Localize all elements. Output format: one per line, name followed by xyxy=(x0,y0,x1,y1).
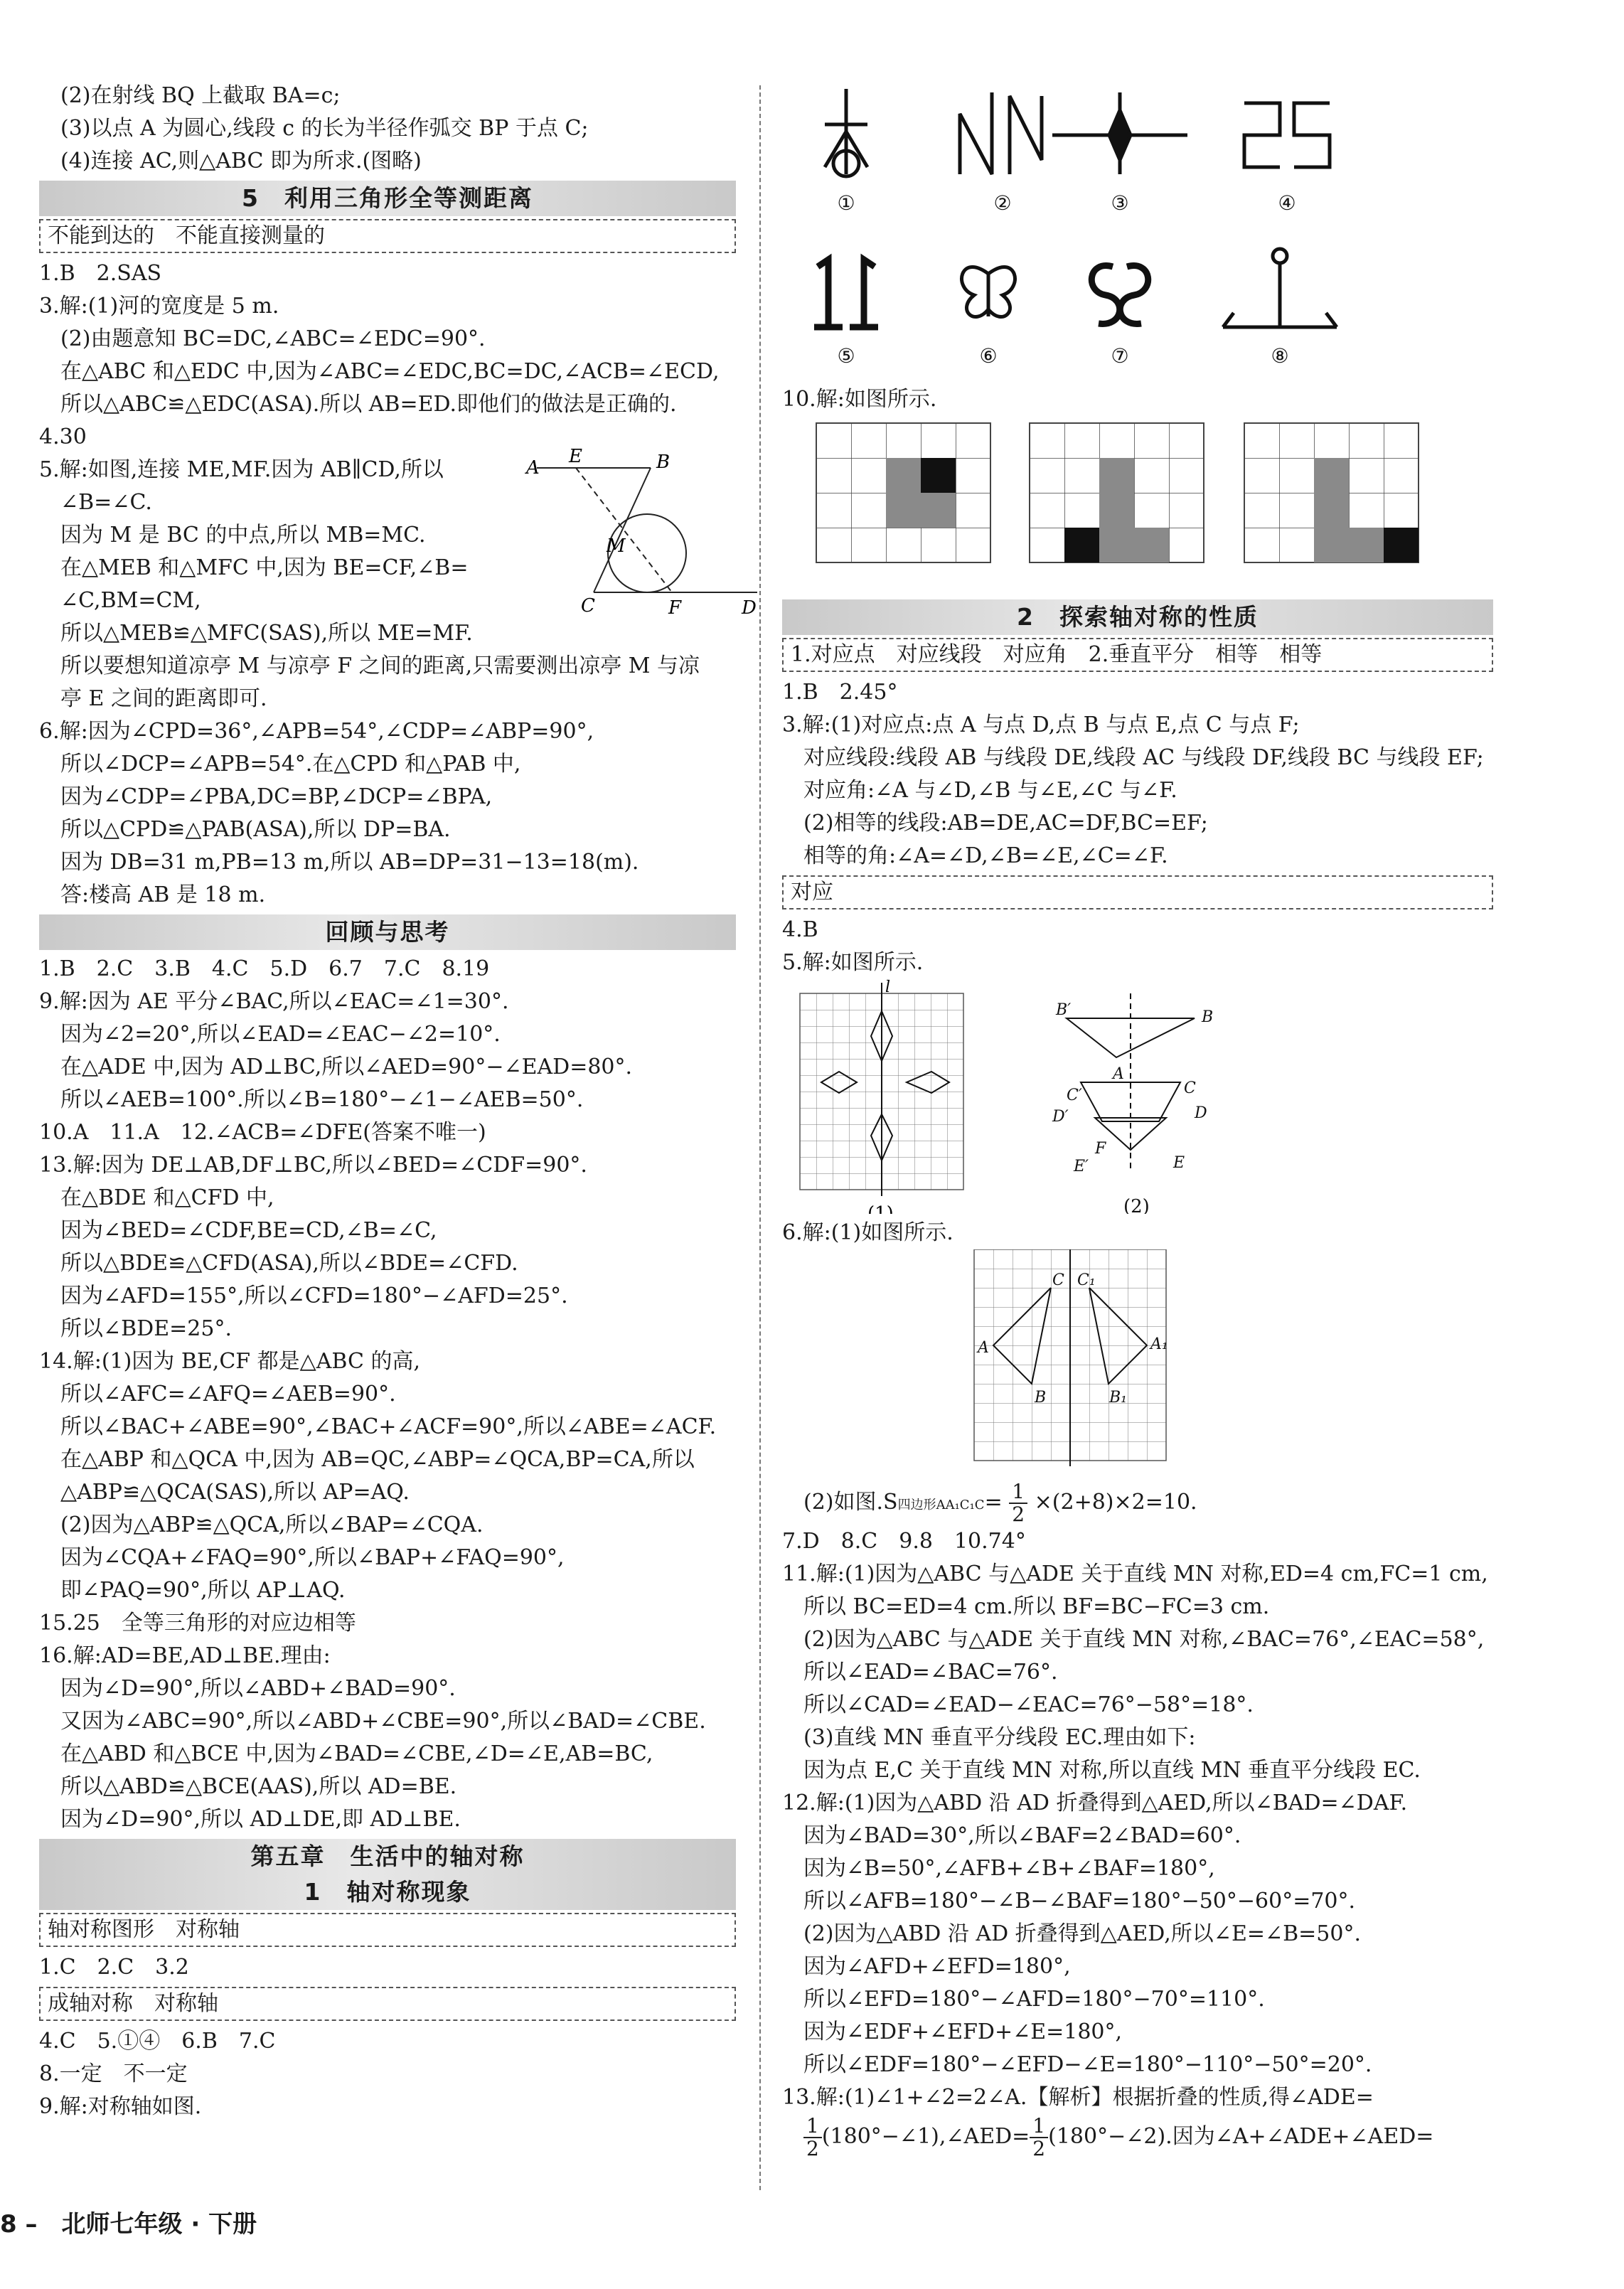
answer-line: 3.解:(1)对应点:点 A 与点 D,点 B 与点 E,点 C 与点 F; xyxy=(782,713,1300,737)
fraction xyxy=(803,2115,822,2160)
svg-text:B: B xyxy=(656,452,671,473)
svg-text:A: A xyxy=(978,1339,989,1357)
svg-text:l: l xyxy=(885,979,891,996)
text-line: (2)在射线 BQ 上截取 BA=c; xyxy=(60,83,341,108)
text-line: (3)以点 A 为圆心,线段 c 的长为半径作弧交 BP 于点 C; xyxy=(60,116,589,141)
q5-block xyxy=(39,447,757,617)
answer-line: 14.解:(1)因为 BE,CF 都是△ABC 的高, xyxy=(39,1349,421,1374)
svg-text:E′: E′ xyxy=(1074,1158,1089,1175)
answer-line: 因为∠B=50°,∠AFB+∠B+∠BAF=180°, xyxy=(803,1856,1215,1881)
svg-text:C′: C′ xyxy=(1067,1087,1082,1104)
answer-line: 6.解:(1)如图所示. xyxy=(782,1220,953,1245)
text-line: (4)连接 AC,则△ABC 即为所求.(图略) xyxy=(60,149,422,174)
answer-line: 10.解:如图所示. xyxy=(782,387,937,412)
section-heading: 回顾与思考 xyxy=(39,914,736,950)
answer-line xyxy=(782,1480,1493,1525)
answer-line: 8.一定 不一定 xyxy=(39,2061,188,2086)
answer-line: 因为∠CDP=∠PBA,DC=BP,∠DCP=∠BPA, xyxy=(60,784,493,809)
answer-line: 因为∠EDF+∠EFD+∠E=180°, xyxy=(803,2019,1123,2044)
answer-line: 所以∠BDE=25°. xyxy=(60,1316,232,1341)
answer-line: 13.解:(1)∠1+∠2=2∠A.【解析】根据折叠的性质,得∠ADE= xyxy=(782,2085,1374,2110)
fig-label: ② xyxy=(993,191,1012,215)
svg-text:F: F xyxy=(1095,1140,1106,1158)
svg-text:C₁: C₁ xyxy=(1077,1271,1096,1289)
denominator: 2 xyxy=(1032,2137,1046,2160)
column-divider xyxy=(759,85,761,2190)
fig-label: ⑤ xyxy=(837,344,855,368)
svg-text:A₁: A₁ xyxy=(1150,1335,1168,1353)
answer-line: 9.解:对称轴如图. xyxy=(39,2094,202,2119)
answer-line: 7.D 8.C 9.8 10.74° xyxy=(782,1529,1026,1554)
answer-line: 12.解:(1)因为△ABD 沿 AD 折叠得到△AED,所以∠BAD=∠DAF. xyxy=(782,1791,1408,1815)
svg-text:A: A xyxy=(526,457,540,479)
answer-line: (3)直线 MN 垂直平分线段 EC.理由如下: xyxy=(803,1725,1196,1750)
answer-line: 所以 BC=ED=4 cm.所以 BF=BC−FC=3 cm. xyxy=(803,1594,1270,1619)
answer-line: 在△ABP 和△QCA 中,因为 AB=QC,∠ABP=∠QCA,BP=CA,所以 xyxy=(60,1447,695,1472)
formula-subscript: 四边形AA₁C₁C xyxy=(897,1498,985,1512)
answer-line: 1.C 2.C 3.2 xyxy=(39,1955,189,1980)
answer-line: 所以∠CAD=∠EAD−∠EAC=76°−58°=18°. xyxy=(803,1692,1254,1717)
answer-line: 4.B xyxy=(782,917,818,942)
formula-prefix: (2)如图.S xyxy=(803,1490,898,1515)
answer-line: 所以∠DCP=∠APB=54°.在△CPD 和△PAB 中, xyxy=(60,752,521,777)
answer-line: 所以∠AFC=∠AFQ=∠AEB=90°. xyxy=(60,1382,396,1407)
section-heading: 5 利用三角形全等测距离 xyxy=(39,181,736,216)
answer-line: 因为∠AFD=155°,所以∠CFD=180°−∠AFD=25°. xyxy=(60,1284,568,1308)
answer-line: 1.B 2.45° xyxy=(782,680,898,705)
q6-figure xyxy=(782,1249,1479,1477)
fill-blank-box: 轴对称图形 对称轴 xyxy=(39,1913,736,1947)
formula-text: (180°−∠2).因为∠A+∠ADE+∠AED= xyxy=(1048,2124,1434,2149)
answer-line: 15.25 全等三角形的对应边相等 xyxy=(39,1611,356,1636)
numerator: 1 xyxy=(803,2115,822,2138)
answer-line: 所以∠EDF=180°−∠EFD−∠E=180°−110°−50°=20°. xyxy=(803,2052,1372,2077)
fig-label: ⑦ xyxy=(1111,344,1129,368)
svg-text:B: B xyxy=(1035,1389,1047,1407)
answer-line: 因为∠BAD=30°,所以∠BAF=2∠BAD=60°. xyxy=(803,1823,1241,1848)
answer-line: △ABP≌△QCA(SAS),所以 AP=AQ. xyxy=(60,1480,410,1505)
svg-text:B: B xyxy=(1202,1008,1214,1026)
answer-line: 所以∠EFD=180°−∠AFD=180°−70°=110°. xyxy=(803,1987,1265,2012)
svg-text:A: A xyxy=(1113,1065,1124,1083)
fig-label: ⑧ xyxy=(1271,344,1289,368)
denominator: 2 xyxy=(806,2137,819,2160)
answer-line: 4.C 5.①④ 6.B 7.C xyxy=(39,2029,276,2054)
fig-label: ④ xyxy=(1278,191,1296,215)
svg-text:M: M xyxy=(607,535,626,557)
fraction xyxy=(1009,1481,1027,1525)
answer-line: 10.A 11.A 12.∠ACB=∠DFE(答案不唯一) xyxy=(39,1120,486,1145)
q10-grid-figures xyxy=(782,416,1479,594)
numerator: 1 xyxy=(1009,1481,1027,1504)
answer-line: 4.30 xyxy=(39,425,87,449)
section-heading: 1 轴对称现象 xyxy=(39,1874,736,1910)
answer-line: 在△ADE 中,因为 AD⊥BC,所以∠AED=90°−∠EAD=80°. xyxy=(60,1055,633,1079)
fill-blank-box: 1.对应点 对应线段 对应角 2.垂直平分 相等 相等 xyxy=(782,638,1493,672)
answer-line: 在△MEB 和△MFC 中,因为 BE=CF,∠B= xyxy=(60,555,469,580)
answer-line: 因为∠AFD+∠EFD=180°, xyxy=(803,1954,1071,1979)
answer-line: 所以△BDE≌△CFD(ASA),所以∠BDE=∠CFD. xyxy=(60,1251,518,1276)
svg-text:E: E xyxy=(1173,1154,1185,1172)
answer-line: 答:楼高 AB 是 18 m. xyxy=(60,882,266,907)
fig-caption: (1) xyxy=(867,1203,894,1214)
formula-equals: = xyxy=(984,1490,1003,1515)
right-column xyxy=(782,82,1493,2160)
answer-line: 因为∠D=90°,所以∠ABD+∠BAD=90°. xyxy=(60,1676,456,1701)
fig-label: ⑥ xyxy=(979,344,998,368)
fill-blank-box: 不能到达的 不能直接测量的 xyxy=(39,219,736,253)
answer-line: 在△ABC 和△EDC 中,因为∠ABC=∠EDC,BC=DC,∠ACB=∠ECD, xyxy=(60,359,720,384)
answer-line: (2)因为△ABD 沿 AD 折叠得到△AED,所以∠E=∠B=50°. xyxy=(803,1921,1362,1946)
formula-suffix: ×(2+8)×2=10. xyxy=(1034,1490,1197,1515)
answer-line: 13.解:因为 DE⊥AB,DF⊥BC,所以∠BED=∠CDF=90°. xyxy=(39,1153,587,1178)
numerator: 1 xyxy=(1030,2115,1048,2138)
answer-line: 16.解:AD=BE,AD⊥BE.理由: xyxy=(39,1643,331,1668)
answer-line: 对应角:∠A 与∠D,∠B 与∠E,∠C 与∠F. xyxy=(803,778,1177,803)
answer-line xyxy=(782,2114,1493,2160)
answer-line: 因为∠CQA+∠FAQ=90°,所以∠BAP+∠FAQ=90°, xyxy=(60,1545,565,1570)
q5-figure xyxy=(523,447,779,617)
q5-figures xyxy=(782,979,1479,1214)
answer-line: 亭 E 之间的距离即可. xyxy=(60,686,267,711)
answer-line: 1.B 2.SAS xyxy=(39,261,162,286)
answer-line: 所以要想知道凉亭 M 与凉亭 F 之间的距离,只需要测出凉亭 M 与凉 xyxy=(60,653,700,678)
answer-line: 对应线段:线段 AB 与线段 DE,线段 AC 与线段 DF,线段 BC 与线段 EF; xyxy=(803,745,1484,770)
answer-line: 在△BDE 和△CFD 中, xyxy=(60,1185,274,1210)
page-footer: 8 – 北师七年级 · 下册 xyxy=(0,2210,257,2239)
answer-line: 1.B 2.C 3.B 4.C 5.D 6.7 7.C 8.19 xyxy=(39,956,490,981)
answer-line: 相等的角:∠A=∠D,∠B=∠E,∠C=∠F. xyxy=(803,843,1168,868)
svg-text:D′: D′ xyxy=(1052,1108,1069,1126)
answer-line: 即∠PAQ=90°,所以 AP⊥AQ. xyxy=(60,1578,346,1603)
svg-text:F: F xyxy=(668,597,682,617)
answer-line: 9.解:因为 AE 平分∠BAC,所以∠EAC=∠1=30°. xyxy=(39,989,509,1014)
fraction xyxy=(1030,2115,1048,2160)
svg-text:C: C xyxy=(1184,1079,1196,1097)
denominator: 2 xyxy=(1012,1503,1025,1525)
answer-line: 5.解:如图所示. xyxy=(782,950,924,975)
q6-block xyxy=(782,1217,1493,1480)
answer-line: 6.解:因为∠CPD=36°,∠APB=54°,∠CDP=∠ABP=90°, xyxy=(39,719,594,744)
answer-line: 所以△ABC≌△EDC(ASA).所以 AB=ED.即他们的做法是正确的. xyxy=(60,392,677,417)
answer-line: 因为 DB=31 m,PB=13 m,所以 AB=DP=31−13=18(m). xyxy=(60,850,639,875)
fig-label: ① xyxy=(837,191,855,215)
answer-line: 又因为∠ABC=90°,所以∠ABD+∠CBE=90°,所以∠BAD=∠CBE. xyxy=(60,1709,706,1734)
fig-caption: (2) xyxy=(1123,1196,1150,1214)
fill-blank-box: 成轴对称 对称轴 xyxy=(39,1987,736,2021)
section-heading: 2 探索轴对称的性质 xyxy=(782,599,1493,635)
answer-line: (2)由题意知 BC=DC,∠ABC=∠EDC=90°. xyxy=(60,326,486,351)
svg-text:D: D xyxy=(1195,1104,1207,1122)
answer-line: 所以∠AFB=180°−∠B−∠BAF=180°−50°−60°=70°. xyxy=(803,1889,1356,1914)
answer-line: 所以△ABD≌△BCE(AAS),所以 AD=BE. xyxy=(60,1774,457,1799)
answer-line: 5.解:如图,连接 ME,MF.因为 AB∥CD,所以 xyxy=(39,457,444,482)
svg-text:C: C xyxy=(581,595,595,617)
answer-line: 3.解:(1)河的宽度是 5 m. xyxy=(39,294,279,319)
answer-line: 所以∠EAD=∠BAC=76°. xyxy=(803,1660,1058,1685)
left-column xyxy=(39,80,757,2123)
answer-line: (2)因为△ABC 与△ADE 关于直线 MN 对称,∠BAC=76°,∠EAC=58°, xyxy=(803,1627,1485,1652)
answer-line: 因为∠D=90°,所以 AD⊥DE,即 AD⊥BE. xyxy=(60,1807,461,1832)
answer-line: 所以∠AEB=100°.所以∠B=180°−∠1−∠AEB=50°. xyxy=(60,1087,584,1112)
q9-symmetry-figures xyxy=(782,82,1479,380)
answer-line: ∠B=∠C. xyxy=(60,490,152,515)
answer-line: 11.解:(1)因为△ABC 与△ADE 关于直线 MN 对称,ED=4 cm,FC=1 cm, xyxy=(782,1562,1488,1586)
fig-label: ③ xyxy=(1111,191,1129,215)
svg-text:C: C xyxy=(1052,1271,1064,1289)
svg-text:E: E xyxy=(569,447,582,467)
answer-line: (2)相等的线段:AB=DE,AC=DF,BC=EF; xyxy=(803,811,1208,836)
svg-text:D: D xyxy=(742,597,757,617)
svg-text:B′: B′ xyxy=(1056,1001,1072,1019)
answer-line: 因为点 E,C 关于直线 MN 对称,所以直线 MN 垂直平分线段 EC. xyxy=(803,1758,1421,1783)
answer-line: (2)因为△ABP≌△QCA,所以∠BAP=∠CQA. xyxy=(60,1512,484,1537)
answer-line: 因为 M 是 BC 的中点,所以 MB=MC. xyxy=(60,523,426,548)
answer-line: 因为∠BED=∠CDF,BE=CD,∠B=∠C, xyxy=(60,1218,437,1243)
answer-line: 所以∠BAC+∠ABE=90°,∠BAC+∠ACF=90°,所以∠ABE=∠ACF. xyxy=(60,1414,717,1439)
answer-line: 所以△CPD≌△PAB(ASA),所以 DP=BA. xyxy=(60,817,451,842)
formula-text: (180°−∠1),∠AED= xyxy=(821,2124,1030,2149)
fill-blank-box: 对应 xyxy=(782,875,1493,909)
answer-line: 所以△MEB≌△MFC(SAS),所以 ME=MF. xyxy=(60,621,473,646)
chapter-heading: 第五章 生活中的轴对称 xyxy=(39,1839,736,1874)
answer-line: 在△ABD 和△BCE 中,因为∠BAD=∠CBE,∠D=∠E,AB=BC, xyxy=(60,1741,653,1766)
svg-text:B₁: B₁ xyxy=(1109,1389,1127,1407)
answer-line: 因为∠2=20°,所以∠EAD=∠EAC−∠2=10°. xyxy=(60,1022,501,1047)
answer-line: ∠C,BM=CM, xyxy=(60,588,201,613)
